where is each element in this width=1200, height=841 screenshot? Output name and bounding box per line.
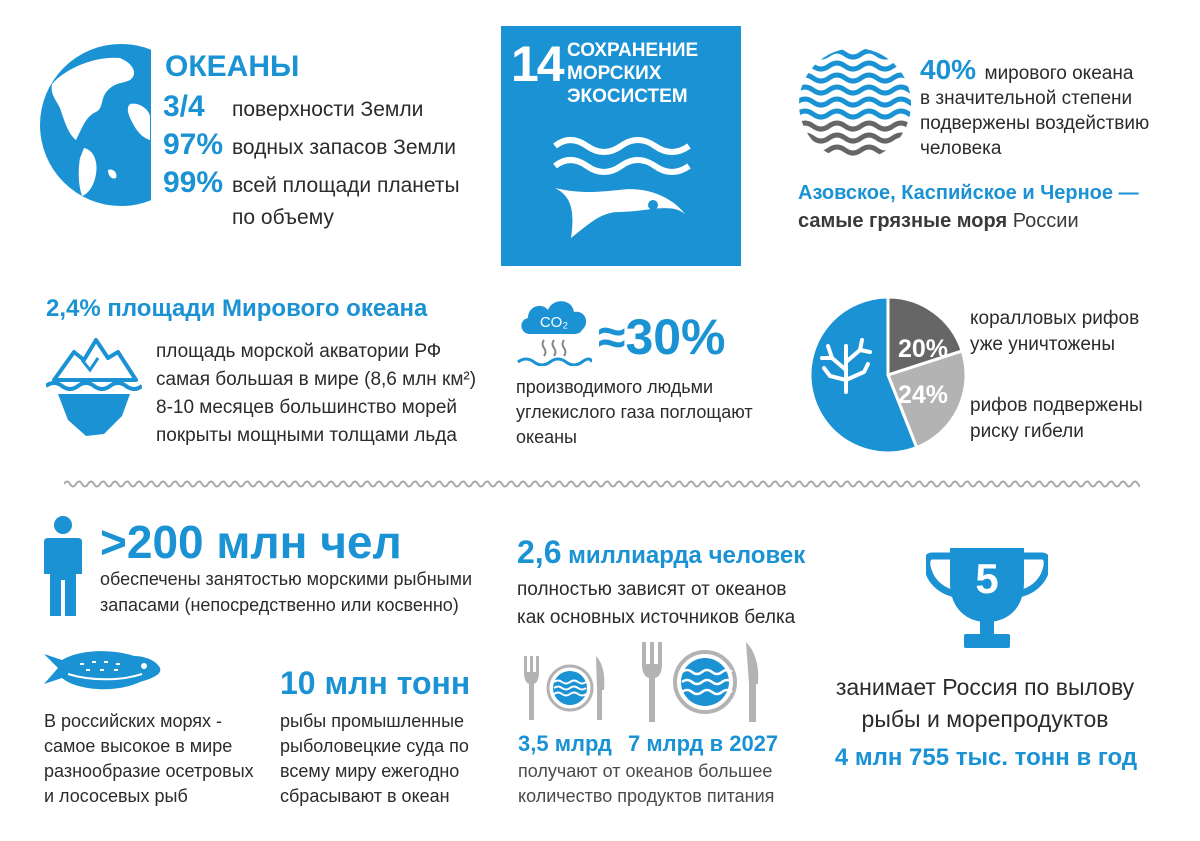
food-line: количество продуктов питания bbox=[518, 786, 775, 806]
wavy-divider bbox=[64, 478, 1140, 490]
fish-line: и лососевых рыб bbox=[44, 786, 188, 806]
reef-risk-pct: 24% bbox=[898, 381, 949, 409]
discard-value: 10 млн тонн bbox=[280, 665, 471, 701]
discard-line: сбрасывают в океан bbox=[280, 786, 450, 806]
dirty-seas-caption bbox=[798, 208, 1079, 234]
sdg-title-line: МОРСКИХ bbox=[567, 63, 662, 84]
fork-icon bbox=[642, 642, 662, 722]
plate-icon bbox=[548, 666, 592, 710]
rank-line: занимает Россия по вылову bbox=[835, 674, 1135, 700]
sdg-tile bbox=[501, 26, 741, 266]
rank-amount: 4 млн 755 тыс. тонн в год bbox=[834, 744, 1138, 771]
food-line: получают от океанов большее bbox=[518, 761, 773, 781]
discard-line: рыболовецкие суда по bbox=[280, 736, 469, 756]
impact-text: в значительной степени bbox=[920, 88, 1133, 109]
impact-text: мирового океана bbox=[984, 63, 1134, 84]
dirty-seas-names: Азовское, Каспийское и Черное — bbox=[798, 182, 1139, 204]
oceans-stat-label-extra: по объему bbox=[232, 206, 334, 229]
knife-icon bbox=[746, 642, 758, 722]
waves-icon bbox=[797, 46, 913, 162]
coral-icon bbox=[820, 336, 872, 394]
employment-value: >200 млн чел bbox=[100, 516, 402, 568]
dirty-seas-tail: России bbox=[1007, 210, 1079, 232]
co2-value: ≈30% bbox=[598, 309, 726, 365]
area-line: самая большая в мире (8,6 млн км²) bbox=[156, 369, 477, 390]
sdg-title-line: СОХРАНЕНИЕ bbox=[567, 40, 699, 61]
reef-risk-text: рифов подвержены bbox=[970, 395, 1143, 416]
oceans-title: ОКЕАНЫ bbox=[165, 50, 300, 83]
food-future: 7 млрд в 2027 bbox=[628, 731, 779, 756]
co2-line: производимого людьми bbox=[516, 377, 714, 397]
protein-line: полностью зависят от океанов bbox=[517, 579, 787, 600]
reef-destroyed-pct: 20% bbox=[898, 335, 949, 363]
fork-icon bbox=[524, 656, 539, 720]
globe-icon bbox=[38, 44, 153, 206]
oceans-stat-value: 99% bbox=[163, 166, 224, 199]
co2-cloud-icon bbox=[516, 290, 592, 366]
discard-line: рыбы промышленные bbox=[280, 711, 465, 731]
reef-destroyed-text: уже уничтожены bbox=[970, 334, 1116, 355]
employment-line: запасами (непосредственно или косвенно) bbox=[100, 595, 459, 615]
fish-icon bbox=[553, 132, 693, 240]
fish-line: разнообразие осетровых bbox=[44, 761, 254, 781]
co2-line: углекислого газа поглощают bbox=[516, 402, 753, 422]
area-line: покрыты мощными толщами льда bbox=[156, 425, 457, 446]
reef-destroyed-text: коралловых рифов bbox=[970, 308, 1140, 329]
food-now: 3,5 млрд bbox=[518, 731, 612, 756]
reef-risk-text: риску гибели bbox=[970, 421, 1084, 442]
oceans-stat-label: водных запасов Земли bbox=[232, 136, 456, 159]
oceans-stat-label: поверхности Земли bbox=[232, 98, 424, 121]
protein-value: 2,6 bbox=[517, 534, 562, 570]
area-title: 2,4% площади Мирового океана bbox=[46, 295, 428, 322]
dirty-seas-bold: самые грязные моря bbox=[798, 210, 1008, 232]
protein-headline bbox=[517, 534, 805, 571]
fish-line: В российских морях - bbox=[44, 711, 223, 731]
oceans-stat-value: 97% bbox=[163, 128, 224, 161]
impact-headline bbox=[920, 54, 1133, 86]
sdg-number: 14 bbox=[511, 36, 563, 92]
co2-badge: CO₂ bbox=[539, 314, 569, 331]
area-line: 8-10 месяцев большинство морей bbox=[156, 397, 458, 418]
co2-line: океаны bbox=[516, 427, 577, 447]
knife-icon bbox=[596, 656, 604, 720]
impact-text: человека bbox=[920, 138, 1002, 159]
person-icon bbox=[44, 516, 82, 618]
iceberg-icon bbox=[46, 338, 142, 438]
salmon-icon bbox=[44, 648, 162, 696]
small-place-setting bbox=[524, 656, 606, 722]
protein-line: как основных источников белка bbox=[517, 607, 796, 628]
fish-line: самое высокое в мире bbox=[44, 736, 233, 756]
rank-line: рыбы и морепродуктов bbox=[861, 706, 1109, 732]
impact-percent: 40% bbox=[920, 54, 977, 85]
oceans-stat-value: 3/4 bbox=[163, 90, 205, 123]
oceans-stat-label: всей площади планеты bbox=[232, 174, 460, 197]
impact-text: подвержены воздействию bbox=[920, 113, 1150, 134]
discard-line: всему миру ежегодно bbox=[280, 761, 460, 781]
sdg-title-line: ЭКОСИСТЕМ bbox=[567, 86, 688, 107]
large-place-setting bbox=[642, 642, 760, 724]
rank-number: 5 bbox=[975, 555, 999, 602]
protein-unit: миллиарда человек bbox=[561, 542, 806, 569]
area-line: площадь морской акватории РФ bbox=[156, 341, 442, 362]
employment-line: обеспечены занятостью морскими рыбными bbox=[100, 569, 473, 589]
plate-icon bbox=[675, 652, 735, 712]
